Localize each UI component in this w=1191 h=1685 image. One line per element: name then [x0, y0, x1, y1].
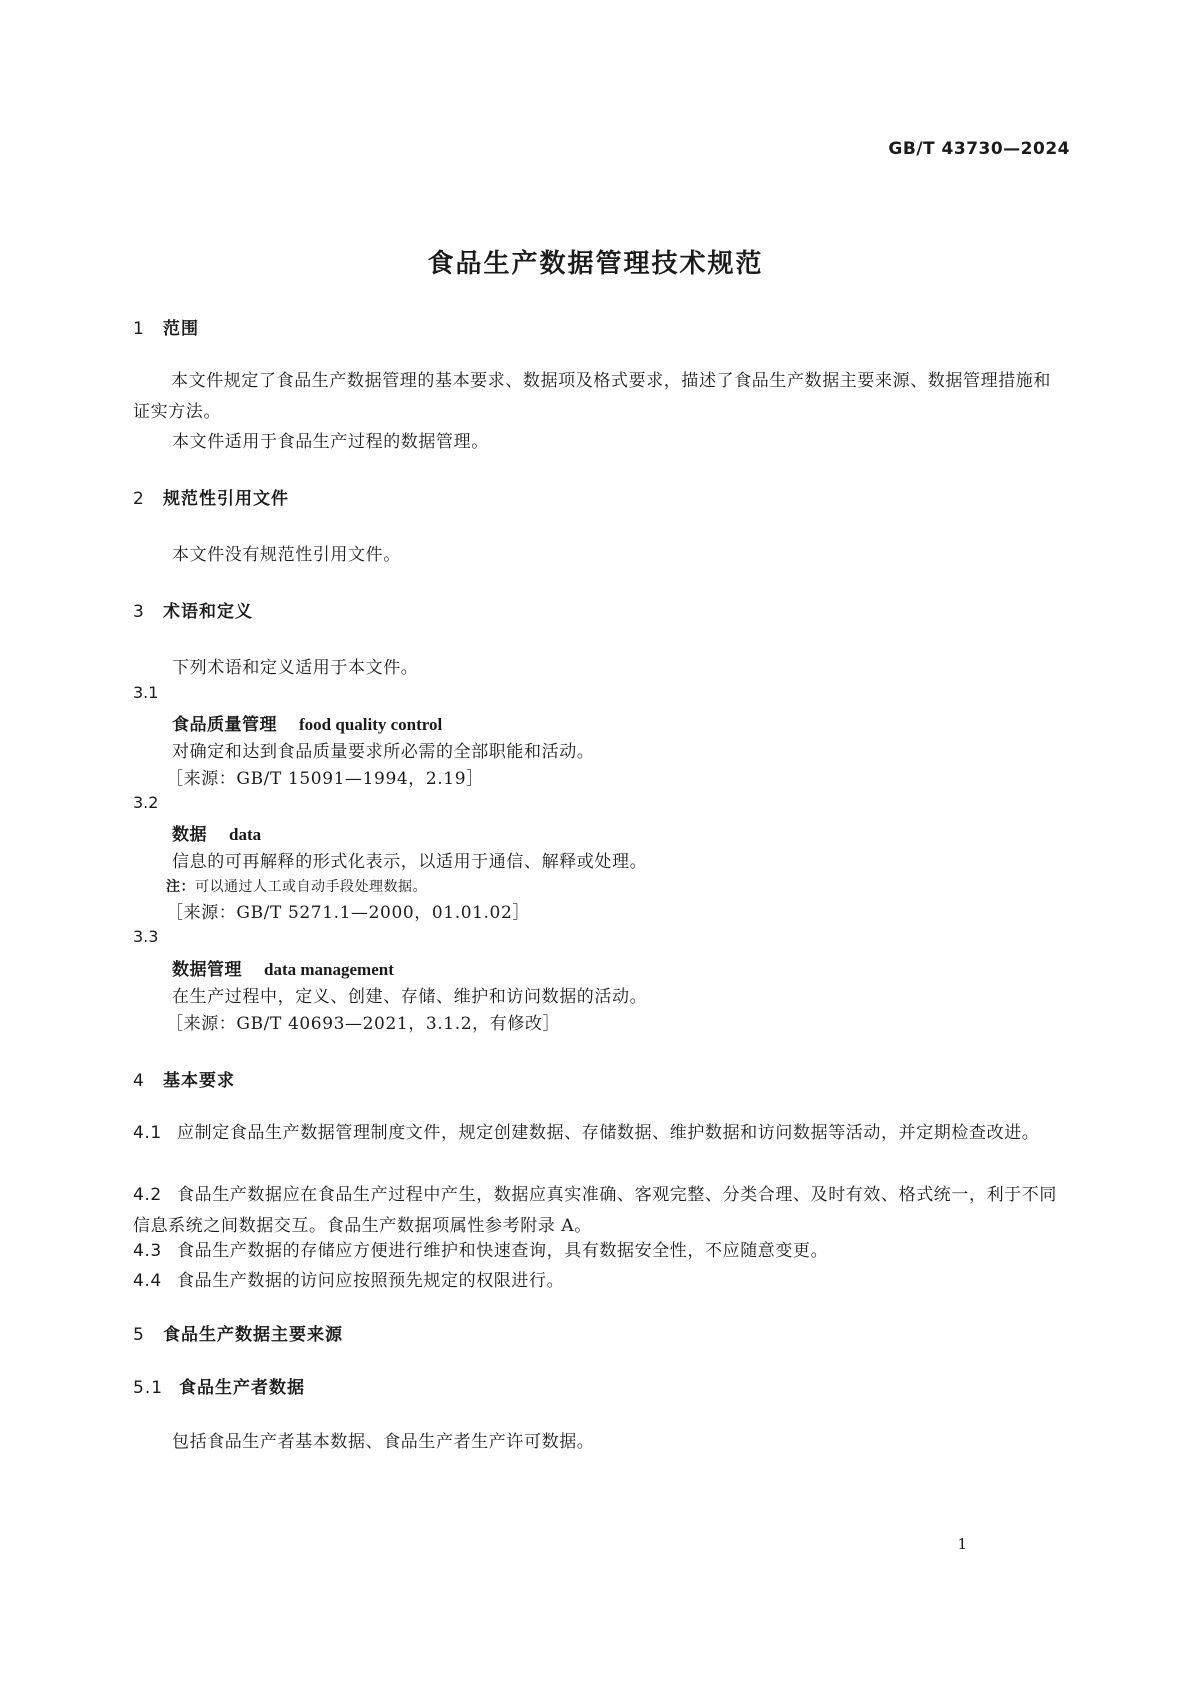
subsection-5-1-heading — [133, 1373, 305, 1398]
term-english: food quality control — [299, 715, 443, 734]
term-chinese: 数据管理 — [172, 960, 242, 980]
clause-text: 食品生产数据的访问应按照预先规定的权限进行。 — [177, 1271, 565, 1291]
section-2-paragraph-1: 本文件没有规范性引用文件。 — [172, 545, 401, 565]
standard-code: GB/T 43730—2024 — [888, 139, 1070, 159]
section-number: 3 — [133, 602, 145, 622]
term-definition: 对确定和达到食品质量要求所必需的全部职能和活动。 — [172, 742, 595, 762]
clause-4-4 — [133, 1266, 564, 1291]
clause-number: 4.2 — [133, 1185, 162, 1205]
section-1-heading — [133, 314, 199, 339]
term-english: data management — [264, 960, 394, 979]
clause-text: 食品生产数据应在食品生产过程中产生，数据应真实准确、客观完整、分类合理、及时有效、格式统一，利于不同信息系统之间数据交互。食品生产数据项属性参考附录 A。 — [133, 1185, 1057, 1236]
term-chinese: 数据 — [172, 825, 207, 845]
clause-text: 食品生产数据的存储应方便进行维护和快速查询，具有数据安全性，不应随意变更。 — [177, 1241, 829, 1261]
term-definition: 信息的可再解释的形式化表示，以适用于通信、解释或处理。 — [172, 852, 648, 872]
term-entry — [172, 955, 394, 980]
section-4-heading — [133, 1066, 235, 1091]
section-number: 5 — [133, 1325, 145, 1345]
clause-4-3 — [133, 1236, 828, 1261]
note-label: 注： — [166, 879, 195, 895]
section-title: 范围 — [163, 319, 199, 339]
clause-text: 应制定食品生产数据管理制度文件，规定创建数据、存储数据、维护数据和访问数据等活动，并定期检查改进。 — [177, 1123, 1040, 1143]
subsection-number: 5.1 — [133, 1378, 164, 1398]
section-number: 4 — [133, 1071, 145, 1091]
section-1-paragraph-1: 本文件规定了食品生产数据管理的基本要求、数据项及格式要求，描述了食品生产数据主要来源、数据管理措施和证实方法。 — [133, 371, 1051, 422]
document-title: 食品生产数据管理技术规范 — [427, 249, 764, 279]
section-number: 2 — [133, 489, 145, 509]
term-entry — [172, 820, 261, 845]
term-source: ［来源：GB/T 5271.1—2000，01.01.02］ — [166, 903, 530, 923]
section-1-paragraph-2: 本文件适用于食品生产过程的数据管理。 — [172, 432, 489, 452]
clause-number: 4.3 — [133, 1241, 162, 1261]
section-3-heading — [133, 597, 253, 622]
term-chinese: 食品质量管理 — [172, 715, 277, 735]
section-title: 规范性引用文件 — [163, 489, 289, 509]
section-3-intro: 下列术语和定义适用于本文件。 — [172, 658, 419, 678]
subsection-5-1-paragraph: 包括食品生产者基本数据、食品生产者生产许可数据。 — [172, 1432, 595, 1452]
section-title: 食品生产数据主要来源 — [163, 1325, 343, 1345]
term-definition: 在生产过程中，定义、创建、存储、维护和访问数据的活动。 — [172, 987, 648, 1007]
term-entry — [172, 710, 442, 735]
section-title: 术语和定义 — [163, 602, 253, 622]
clause-4-2 — [133, 1180, 1057, 1242]
term-source: ［来源：GB/T 15091—1994，2.19］ — [166, 769, 484, 789]
term-source: ［来源：GB/T 40693—2021，3.1.2，有修改］ — [166, 1014, 561, 1034]
clause-number: 4.1 — [133, 1123, 162, 1143]
note-text: 可以通过人工或自动手段处理数据。 — [195, 879, 427, 895]
section-2-heading — [133, 484, 289, 509]
page-number: 1 — [957, 1535, 967, 1553]
term-note — [166, 876, 427, 896]
section-number: 1 — [133, 319, 145, 339]
term-number: 3.3 — [133, 927, 159, 946]
clause-4-1 — [133, 1118, 1057, 1149]
term-number: 3.1 — [133, 683, 159, 702]
clause-number: 4.4 — [133, 1271, 162, 1291]
term-number: 3.2 — [133, 793, 159, 812]
section-title: 基本要求 — [163, 1071, 235, 1091]
term-english: data — [229, 825, 262, 844]
section-5-heading — [133, 1320, 343, 1345]
subsection-title: 食品生产者数据 — [179, 1378, 305, 1398]
